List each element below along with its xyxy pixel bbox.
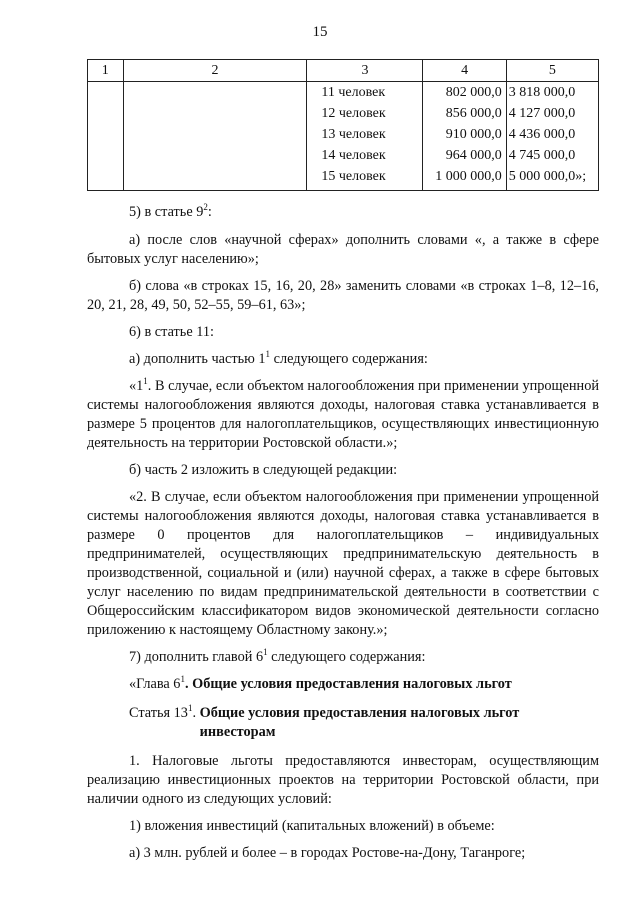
column-header-1: 1: [88, 60, 124, 82]
table-row: [88, 124, 599, 145]
text: 7) дополнить главой 6: [129, 649, 264, 665]
text: «1: [129, 378, 144, 394]
table-cell-empty: [123, 103, 307, 124]
column-header-3: 3: [307, 60, 423, 82]
paragraph-part-2-intro: б) часть 2 изложить в следующей редакции:: [129, 462, 398, 478]
table-cell-empty: [123, 124, 307, 145]
paragraph-point-1: 1. Налоговые льготы предоставляются инвесторам, осуществляющим реализацию инвестиционных проектов на территории Ростовской области, при наличии одного из следующих условий:: [87, 753, 599, 807]
table-row: [88, 82, 599, 104]
table-row: [88, 166, 599, 191]
text: следующего содержания:: [267, 649, 426, 665]
table-cell-value4: 856 000,0: [423, 103, 506, 124]
chapter-title: . Общие условия предоставления налоговых льгот: [184, 676, 512, 692]
table-cell-count: 12 человек: [307, 103, 423, 124]
table-cell-count: 14 человек: [307, 145, 423, 166]
table-cell-count: 13 человек: [307, 124, 423, 145]
paragraph-amendment-b: б) слова «в строках 15, 16, 20, 28» заменить словами «в строках 1–8, 12–16, 20, 21, 28, 49, 50, 52–55, 59–61, 63»;: [87, 278, 599, 313]
text: «Глава 6: [129, 676, 181, 692]
superscript: 1: [263, 647, 268, 657]
text: 5) в статье 9: [129, 204, 204, 220]
superscript: 1: [143, 376, 148, 386]
table-cell-count: 15 человек: [307, 166, 423, 191]
paragraph-add-part: [87, 350, 599, 369]
text: следующего содержания:: [270, 351, 428, 367]
paragraph-subpoint-1: 1) вложения инвестиций (капитальных вложений) в объеме:: [129, 818, 495, 834]
paragraph-part-1-1: [87, 377, 599, 453]
superscript: 1: [265, 349, 271, 359]
table-cell-empty: [123, 145, 307, 166]
page-number: 15: [312, 24, 328, 40]
table-cell-empty: [88, 103, 124, 124]
table-cell-value5: 4 745 000,0: [506, 145, 598, 166]
data-table: [87, 59, 599, 191]
table-cell-value5: 4 127 000,0: [506, 103, 598, 124]
paragraph-article-9-2: [87, 203, 599, 222]
document-body: [87, 203, 599, 871]
paragraph-part-2: «2. В случае, если объектом налогообложения при применении упрощенной системы налогообложения являются доходы, налоговая ставка устанавливается в размере 0 процентов для налогоплательщиков – индивидуальных предпринимателей, осуществляющих предпринимательскую деятельность в производственной, социальной и (или) научной сферах, а также в сфере бытовых услуг населению по видам предпринимательской деятельности в соответствии с Общероссийским классификатором видов экономической деятельности согласно приложению к настоящему Областному закону.»;: [87, 489, 599, 638]
table-cell-empty: [88, 166, 124, 191]
text: :: [207, 204, 212, 220]
superscript: 1: [187, 703, 193, 713]
table-cell-value5: 3 818 000,0: [506, 82, 598, 104]
table-cell-count: 11 человек: [307, 82, 423, 104]
text: .: [192, 705, 197, 721]
paragraph-subpoint-a: а) 3 млн. рублей и более – в городах Ростове-на-Дону, Таганроге;: [129, 845, 526, 861]
table-row: [88, 145, 599, 166]
article-title: Общие условия предоставления налоговых льгот инвесторам: [199, 705, 520, 740]
table-row: [88, 103, 599, 124]
table-cell-value4: 802 000,0: [423, 82, 506, 104]
table-cell-empty: [123, 82, 307, 104]
table-cell-empty: [88, 82, 124, 104]
superscript: 2: [203, 202, 208, 212]
table-cell-value4: 910 000,0: [423, 124, 506, 145]
table-cell-value5: 4 436 000,0: [506, 124, 598, 145]
chapter-heading: [87, 675, 599, 694]
table-cell-empty: [123, 166, 307, 191]
text: а) дополнить частью 1: [129, 351, 266, 367]
paragraph-add-chapter: [87, 648, 599, 667]
superscript: 1: [180, 674, 185, 684]
table-cell-empty: [88, 124, 124, 145]
text: . В случае, если объектом налогообложения при применении упрощенной системы налогообложения являются доходы, налоговая ставка устанавливается в размере 5 процентов для налогоплательщиков, осуществляющих инвестиционную деятельность на территории Ростовской области.»;: [87, 378, 599, 451]
table-cell-empty: [88, 145, 124, 166]
column-header-4: 4: [423, 60, 506, 82]
article-heading: [87, 704, 599, 742]
table-cell-value4: 964 000,0: [423, 145, 506, 166]
paragraph-article-11: 6) в статье 11:: [129, 324, 214, 340]
text: Статья 13: [129, 705, 188, 721]
table-cell-value5: 5 000 000,0»;: [506, 166, 598, 191]
paragraph-amendment-a: а) после слов «научной сферах» дополнить словами «, а также в сфере бытовых услуг населению»;: [87, 232, 599, 267]
column-header-2: 2: [123, 60, 307, 82]
table-cell-value4: 1 000 000,0: [423, 166, 506, 191]
table-header-row: [88, 60, 599, 82]
column-header-5: 5: [506, 60, 598, 82]
